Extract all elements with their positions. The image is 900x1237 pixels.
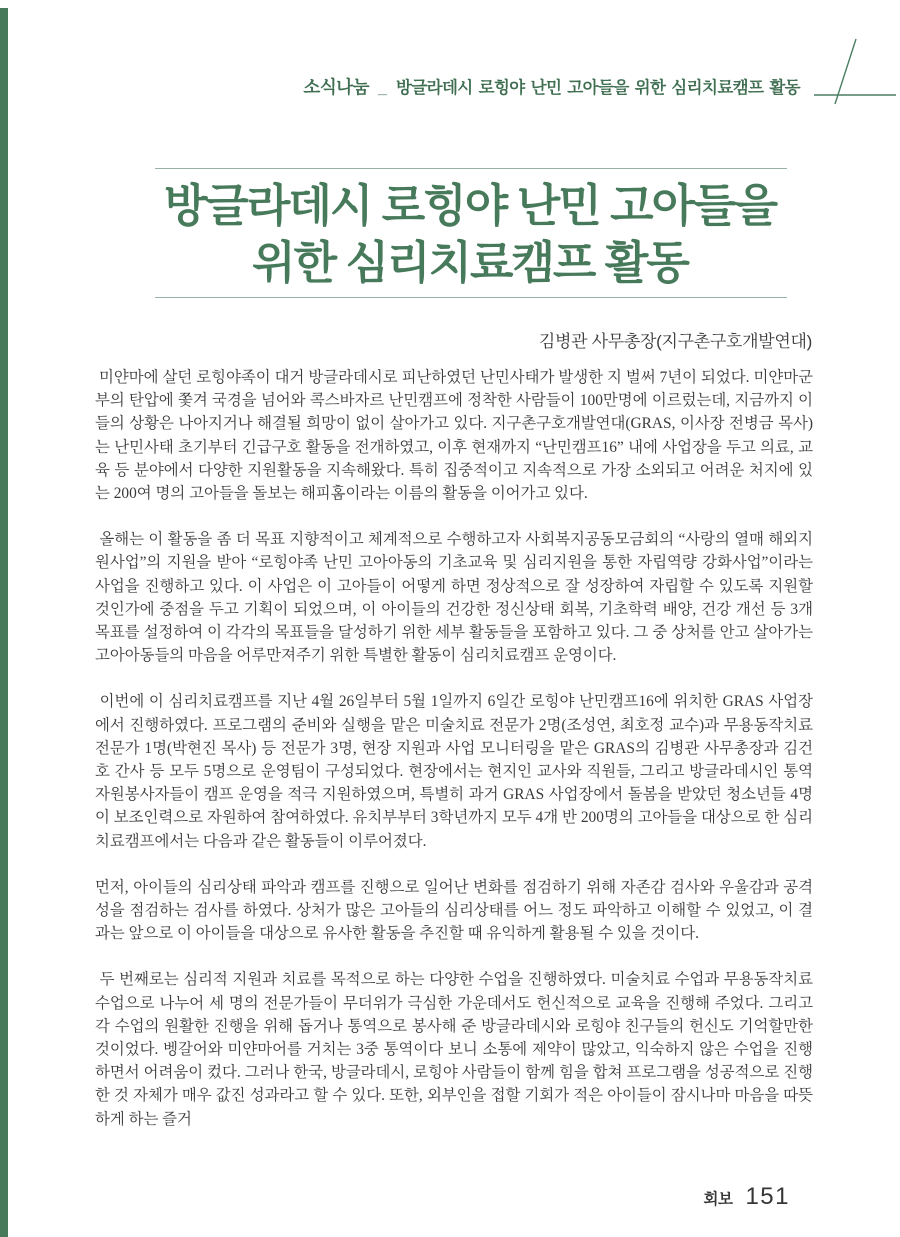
paragraph: 이번에 이 심리치료캠프를 지난 4월 26일부터 5월 1일까지 6일간 로힝야 난민캠프16에 위치한 GRAS 사업장에서 진행하였다. 프로그램의 준비와 실행을 맡은 미술치료 전문가 2명(조성연, 최호정 교수)과 무용동작치료 전문가 1명(박현진 목사) 등 전문가 3명, 현장 지원과 사업 모니터링을 맡은 GRAS의 김병관 사무총장과 김건호 간사 등 모두 5명으로 운영팀이 구성되었다. 현장에서는 현지인 교사와 직원들, 그리고 방글라데시인 통역 자원봉사자들이 캠프 운영을 적극 지원하였으며, 특별히 과거 GRAS 사업장에서 돌봄을 받았던 청소년들 4명이 보조인력으로 자원하여 참여하였다. 유치부부터 3학년까지 모두 4개 반 200명의 고아들을 대상으로 한 심리치료캠프에서는 다음과 같은 활동들이 이루어졌다. xyxy=(95,693,817,850)
paragraph: 두 번째로는 심리적 지원과 치료를 목적으로 하는 다양한 수업을 진행하였다. 미술치료 수업과 무용동작치료 수업으로 나누어 세 명의 전문가들이 무더위가 극심한 가운데서도 헌신적으로 교육을 진행해 주었다. 그리고 각 수업의 원활한 진행을 위해 돕거나 통역으로 봉사해 준 방글라데시와 로힝야 친구들의 헌신도 기억할만한 것이었다. 벵갈어와 미얀마어를 거치는 3중 통역이다 보니 소통에 제약이 많았고, 익숙하지 않은 수업을 진행하면서 어려움이 컸다. 그러나 한국, 방글라데시, 로힝야 사람들이 함께 힘을 합쳐 프로그램을 성공적으로 진행한 것 자체가 매우 값진 성과라고 할 수 있다. 또한, 외부인을 접할 기회가 적은 아이들이 잠시나마 마음을 따뜻하게 하는 즐거 xyxy=(95,971,817,1128)
section-label: 소식나눔 xyxy=(303,77,370,97)
paragraph: 올해는 이 활동을 좀 더 목표 지향적이고 체계적으로 수행하고자 사회복지공동모금회의 “사랑의 열매 해외지원사업”의 지원을 받아 “로힝야족 난민 고아아동의 기초교육 및 심리지원을 통한 자립역량 강화사업”이라는 사업을 진행하고 있다. 이 사업은 이 고아들이 어떻게 하면 정상적으로 잘 성장하여 자립할 수 있도록 지원할 것인가에 중점을 두고 기획이 되었으며, 이 아이들의 건강한 정신상태 회복, 기초학력 배양, 건강 개선 등 3개 목표를 설정하여 이 각각의 목표들을 달성하기 위한 세부 활동들을 포함하고 있다. 그 중 상처를 안고 살아가는 고아아동들의 마음을 어루만져주기 위한 특별한 활동이 심리치료캠프 운영이다. xyxy=(95,531,817,665)
title-rule-bottom xyxy=(155,297,787,298)
byline: 김병관 사무총장(지구촌구호개발연대) xyxy=(538,332,812,351)
page-title xyxy=(95,177,845,291)
paragraph: 미얀마에 살던 로힝야족이 대거 방글라데시로 피난하였던 난민사태가 발생한 지 벌써 7년이 되었다. 미얀마군부의 탄압에 쫓겨 국경을 넘어와 콕스바자르 난민캠프에 정착한 사람들이 100만명에 이르렀는데, 지금까지 이들의 상황은 나아지거나 해결될 희망이 없이 살아가고 있다. 지구촌구호개발연대(GRAS, 이사장 전병금 목사)는 난민사태 초기부터 긴급구호 활동을 전개하였고, 이후 현재까지 “난민캠프16” 내에 사업장을 두고 의료, 교육 등 분야에서 다양한 지원활동을 지속해왔다. 특히 집중적이고 지속적으로 가장 소외되고 어려운 처지에 있는 200여 명의 고아들을 돌보는 해피홈이라는 이름의 활동을 이어가고 있다. xyxy=(95,369,813,503)
running-head xyxy=(303,74,800,99)
footer-label: 회보 xyxy=(703,1191,733,1208)
corner-slash-icon xyxy=(810,36,898,106)
page-title-line2: 위한 심리치료캠프 활동 xyxy=(252,237,688,288)
page-title-line1: 방글라데시 로힝야 난민 고아들을 xyxy=(163,180,777,231)
paragraph: 먼저, 아이들의 심리상태 파악과 캠프를 진행으로 일어난 변화를 점검하기 위해 자존감 검사와 우울감과 공격성을 점검하는 검사를 하였다. 상처가 많은 고아들의 심리상태를 어느 정도 파악하고 이해할 수 있었고, 이 결과는 앞으로 이 아이들을 대상으로 유사한 활동을 추진할 때 유익하게 활용될 수 있을 것이다. xyxy=(95,878,813,943)
title-rule-top xyxy=(155,168,787,169)
page-number: 151 xyxy=(745,1183,790,1210)
article-body xyxy=(95,366,817,1131)
section-separator: _ xyxy=(378,80,387,97)
running-head-title: 방글라데시 로힝야 난민 고아들을 위한 심리치료캠프 활동 xyxy=(395,79,800,97)
section-edge-stripe xyxy=(0,8,8,1237)
page-footer xyxy=(704,1183,791,1211)
